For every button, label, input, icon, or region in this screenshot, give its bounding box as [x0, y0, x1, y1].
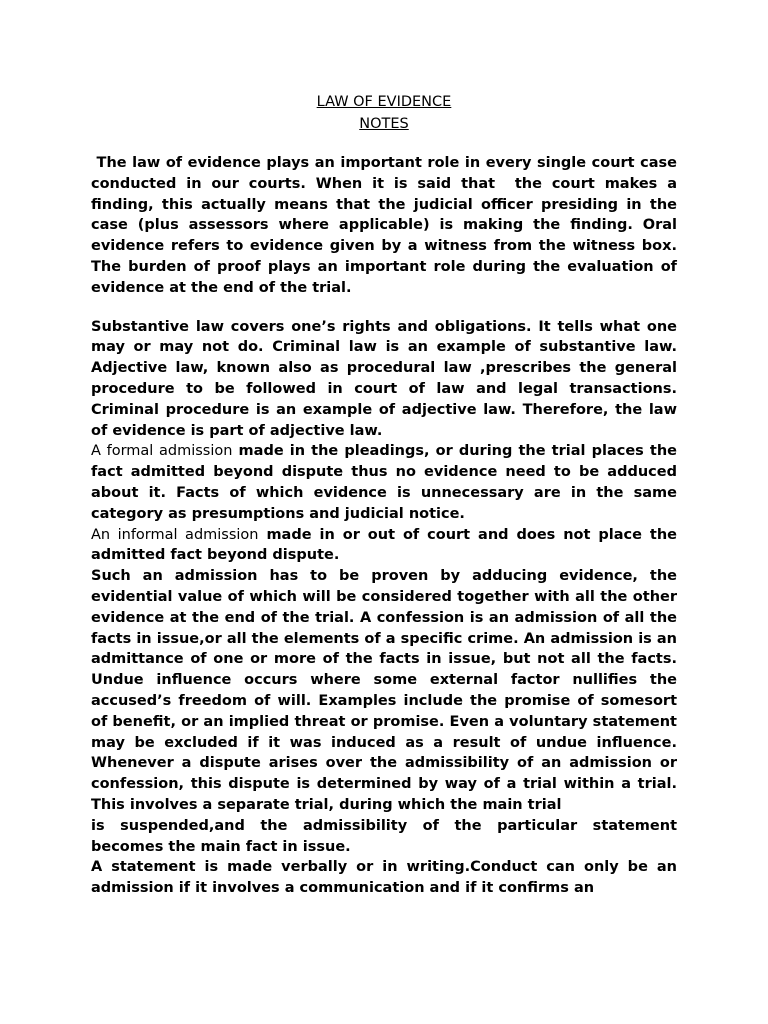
paragraph-5: Such an admission has to be proven by adducing evidence, the evidential value of which will be considered together with all the other evidence at the end of the trial. A confession is an admission of all the facts in issue,or all the elements of a specific crime. An admission is an admittance of one or more of the facts in issue, but not all the facts. Undue influence occurs where some external factor nullifies the accused’s freedom of will. Examples include the promise of somesort of benefit, or an implied threat or promise. Even a voluntary statement may be excluded if it was induced as a result of undue influence. Whenever a dispute arises over the admissibility of an admission or confession, this dispute is determined by way of a trial within a trial. This involves a separate trial, during which the main trial [91, 568, 677, 813]
title-line-1: LAW OF EVIDENCE [316, 94, 452, 110]
document-page [91, 91, 688, 899]
paragraph-3-text: made in the pleadings, or during the trial places the fact admitted beyond dispute thus no evidence need to be adduced about it. Facts of which evidence is unnecessary are in the same category as presumptions and judicial notice. [91, 443, 677, 522]
paragraph-2: Substantive law covers one’s rights and obligations. It tells what one may or may not do. Criminal law is an example of substantive law. Adjective law, known also as procedural law ,prescribes the general procedure to be followed in court of law and legal transactions. Criminal procedure is an example of adjective law. Therefore, the law of evidence is part of adjective law. [91, 318, 677, 439]
paragraph-3 [91, 441, 677, 524]
informal-admission-term: An informal admission [91, 526, 259, 543]
paragraph-4-text: made in or out of court and does not place the admitted fact beyond dispute. [91, 526, 677, 564]
paragraph-7: A statement is made verbally or in writing.Conduct can only be an admission if it involves a communication and if it confirms an [91, 859, 677, 897]
paragraph-1: The law of evidence plays an important role in every single court case conducted in our courts. When it is said that the court makes a finding, this actually means that the judicial officer presiding in the case (plus assessors where applicable) is making the finding. Oral evidence refers to evidence given by a witness from the witness box. The burden of proof plays an important role during the evaluation of evidence at the end of the trial. [91, 155, 688, 296]
formal-admission-term: A formal admission [91, 443, 233, 460]
paragraph-4 [91, 525, 677, 567]
title-line-2: NOTES [359, 116, 409, 132]
document-title [91, 91, 677, 135]
paragraph-6: is suspended,and the admissibility of the particular statement becomes the main fact in issue. [91, 817, 677, 855]
